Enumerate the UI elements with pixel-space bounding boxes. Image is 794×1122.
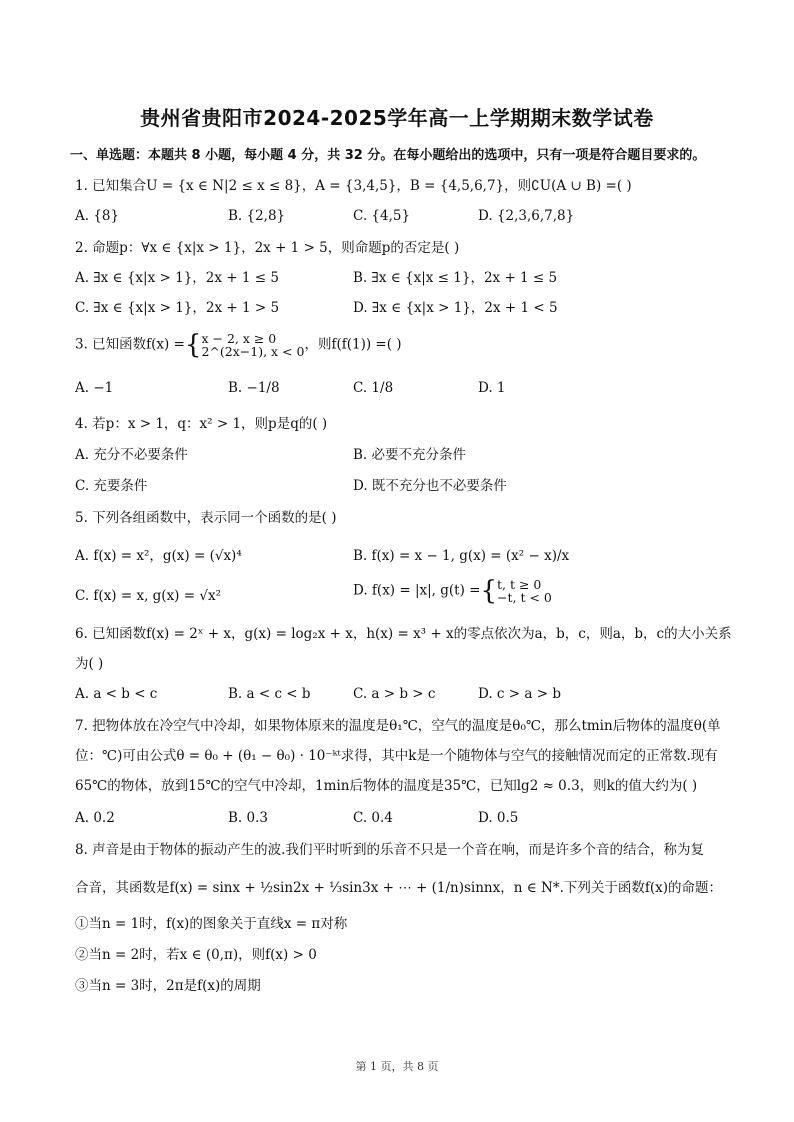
q7-stem-line-2: 位：℃)可由公式θ = θ₀ + (θ₁ − θ₀) · 10⁻ᵏᵗ求得，其中k是一个随物体与空气的接触情况而定的正常数.现有 <box>75 748 718 764</box>
q5-option-d <box>353 578 552 604</box>
q4-option-a: A. 充分不必要条件 <box>75 447 188 463</box>
q7-option-b: B. 0.3 <box>228 810 268 826</box>
q2-option-c: C. ∃x ∈ {x|x > 1}，2x + 1 > 5 <box>75 300 280 316</box>
q4-option-c: C. 充要条件 <box>75 478 148 494</box>
q6-stem-line-1: 6. 已知函数f(x) = 2ˣ + x，g(x) = log₂x + x，h(x) = x³ + x的零点依次为a，b，c，则a，b，c的大小关系 <box>75 626 732 642</box>
q6-option-d: D. c > a > b <box>478 686 561 702</box>
q8-item-1: ①当n = 1时，f(x)的图象关于直线x = π对称 <box>75 916 348 932</box>
q7-stem-line-3: 65℃的物体，放到15℃的空气中冷却，1min后物体的温度是35℃，已知lg2 ≈ 0.3，则k的值大约为( ) <box>75 778 698 794</box>
q6-stem-line-2: 为( ) <box>75 656 104 672</box>
q3-piecewise <box>201 332 304 358</box>
q3-case-1: x − 2, x ≥ 0 <box>201 331 277 346</box>
q2-stem: 2. 命题p：∀x ∈ {x|x > 1}，2x + 1 > 5，则命题p的否定是( ) <box>75 240 460 256</box>
q3-option-a: A. −1 <box>75 380 114 396</box>
q7-option-a: A. 0.2 <box>75 810 115 826</box>
brace-icon: { <box>184 330 202 360</box>
q5-stem: 5. 下列各组函数中，表示同一个函数的是( ) <box>75 510 337 526</box>
q6-option-c: C. a > b > c <box>353 686 436 702</box>
q4-option-b: B. 必要不充分条件 <box>353 447 467 463</box>
q5-d-piecewise <box>497 578 552 604</box>
q5-d-case-1: t, t ≥ 0 <box>497 577 542 592</box>
q3-option-b: B. −1/8 <box>228 380 280 396</box>
q5-option-d-label: D. f(x) = |x|, g(t) = <box>353 582 481 599</box>
q6-option-b: B. a < c < b <box>228 686 311 702</box>
q8-stem-line-1: 8. 声音是由于物体的振动产生的波.我们平时听到的乐音不只是一个音在响，而是许多个音的结合，称为复 <box>75 842 704 858</box>
q1-option-c: C. {4,5} <box>353 208 411 224</box>
q8-stem-line-2: 合音，其函数是f(x) = sinx + ½sin2x + ⅓sin3x + ⋯ + (1/n)sinnx，n ∈ N*.下列关于函数f(x)的命题： <box>75 880 723 896</box>
page-footer: 第 1 页，共 8 页 <box>355 1060 439 1073</box>
q3-stem-prefix: 3. 已知函数f(x) = <box>75 336 185 353</box>
q4-option-d: D. 既不充分也不必要条件 <box>353 478 507 494</box>
q7-stem-line-1: 7. 把物体放在冷空气中冷却，如果物体原来的温度是θ₁℃，空气的温度是θ₀℃，那么tmin后物体的温度θ(单 <box>75 718 721 734</box>
q4-stem: 4. 若p：x > 1，q：x² > 1，则p是q的( ) <box>75 416 328 432</box>
q2-option-b: B. ∃x ∈ {x|x ≤ 1}，2x + 1 ≤ 5 <box>353 270 558 286</box>
exam-title: 贵州省贵阳市2024-2025学年高一上学期期末数学试卷 <box>140 106 654 130</box>
q3-option-c: C. 1/8 <box>353 380 394 396</box>
q2-option-d: D. ∃x ∈ {x|x > 1}，2x + 1 < 5 <box>353 300 558 316</box>
q6-option-a: A. a < b < c <box>75 686 158 702</box>
section-header: 一、单选题：本题共 8 小题，每小题 4 分，共 32 分。在每小题给出的选项中，只有一项是符合题目要求的。 <box>70 148 706 163</box>
q1-stem: 1. 已知集合U = {x ∈ N|2 ≤ x ≤ 8}，A = {3,4,5}，B = {4,5,6,7}，则∁U(A ∪ B) =( ) <box>75 178 632 194</box>
q8-item-2: ②当n = 2时，若x ∈ (0,π)，则f(x) > 0 <box>75 947 317 963</box>
q2-option-a: A. ∃x ∈ {x|x > 1}，2x + 1 ≤ 5 <box>75 270 279 286</box>
q7-option-d: D. 0.5 <box>478 810 519 826</box>
q5-option-c: C. f(x) = x, g(x) = √x² <box>75 588 221 604</box>
q3-option-d: D. 1 <box>478 380 506 396</box>
q1-option-d: D. {2,3,6,7,8} <box>478 208 575 224</box>
q1-option-b: B. {2,8} <box>228 208 286 224</box>
q3-stem-suffix: ，则f(f(1)) =( ) <box>304 336 402 353</box>
q1-option-a: A. {8} <box>75 208 120 224</box>
q7-option-c: C. 0.4 <box>353 810 393 826</box>
q3-stem <box>75 332 734 358</box>
q5-option-b: B. f(x) = x − 1, g(x) = (x² − x)/x <box>353 548 570 564</box>
q5-option-a: A. f(x) = x²，g(x) = (√x)⁴ <box>75 548 242 564</box>
brace-icon: { <box>480 576 498 606</box>
q3-case-2: 2^(2x−1), x < 0 <box>201 344 305 359</box>
q8-item-3: ③当n = 3时，2π是f(x)的周期 <box>75 978 261 994</box>
q5-d-case-2: −t, t < 0 <box>497 590 552 605</box>
